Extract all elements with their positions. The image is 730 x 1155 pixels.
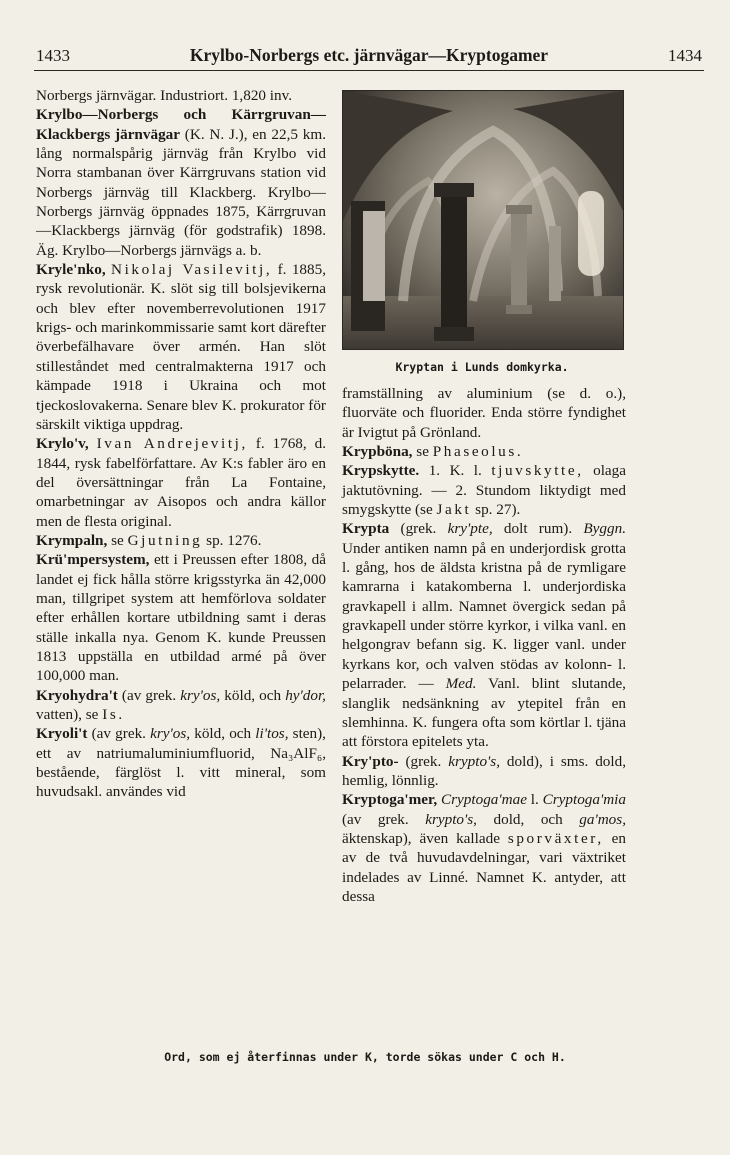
headword: Kryle'nko, xyxy=(36,261,106,279)
entry-text: vatten), se xyxy=(36,706,103,723)
spaced-name: Ivan Andrejevitj, xyxy=(96,435,248,453)
headword: Krypta xyxy=(342,520,390,538)
entry-kryptogamer xyxy=(342,790,626,906)
entry-krumpersystem xyxy=(36,550,326,685)
entry-text: (K. N. J.), en 22,5 km. lång normalspårig järnväg från Krylbo vid Norra stambanan över Kärrgruvans station vid Norbergs järnväg till Klackberg. Krylbo—Norbergs järnväg öppnades 1875, Kärrgruvan—Klackbergs järnväg (för godstrafik) 1898. Äg. Krylbo—Norbergs järnvägs a. b. xyxy=(36,125,327,259)
latin-term: Cryptoga'mia xyxy=(542,791,626,809)
entry-text: sten), ett av natriumaluminiumfluorid, Na₃AlF₆, bestående, färglöst l. vitt mineral, som huvudsakl. användes vid xyxy=(36,725,326,801)
entry-krylov xyxy=(36,434,326,531)
entry-text: dolt rum). xyxy=(492,520,584,538)
crypt-photograph xyxy=(342,90,624,350)
headword: Kryptoga'mer, xyxy=(342,791,438,809)
entry-text: l. xyxy=(526,791,543,809)
headword: Kry'pto- xyxy=(342,752,399,770)
entry-text: se xyxy=(412,443,433,461)
entry-krypbona xyxy=(342,442,626,461)
spaced-name: Nikolaj Vasilevitj, xyxy=(111,261,273,279)
etymology-term: kry'os, xyxy=(150,725,191,743)
entry-text: f. 1885, rysk revolutionär. K. slöt sig till bolsjevikerna och blev efter novemberrevolutionen 1917 krigs- och marinkommissarie samt kort därefter överbefälhavare över armén. Han slöt stilleståndet med centralmakterna 1917 och kämpade 1918 i Ukraina och mot tjeckoslovakerna. Senare blev K. prokurator för särskilt viktiga uppdrag. xyxy=(36,261,326,433)
entry-text: (grek. xyxy=(389,520,448,538)
entry-text: se xyxy=(107,531,128,549)
cross-reference: Gjutning xyxy=(127,531,203,549)
cross-reference: Phaseolus. xyxy=(432,443,524,461)
crypt-illustration xyxy=(343,91,623,349)
entry-text: (av grek. xyxy=(342,810,426,828)
entry-text: äktenskap), även kallade xyxy=(342,829,508,847)
etymology-term: kry'os, xyxy=(180,686,221,704)
entry-text: sp. 27). xyxy=(471,501,521,519)
headword: Krympaln, xyxy=(36,531,108,549)
entry-kryohydrat xyxy=(36,686,326,725)
etymology-term: krypto's, xyxy=(425,810,477,828)
subject-label: Byggn. xyxy=(583,520,627,538)
entry-krypskytte xyxy=(342,461,626,519)
etymology-term: ga'mos, xyxy=(579,810,626,828)
entry-text: dold), i sms. dold, hemlig, lönnlig. xyxy=(342,752,627,789)
page-footer-note: Ord, som ej återfinnas under K, torde sökas under C och H. xyxy=(164,1050,566,1064)
subject-label: Med. xyxy=(445,675,477,693)
page-number-left: 1433 xyxy=(36,46,70,65)
etymology-term: kry'pte, xyxy=(447,520,493,538)
entry-text: Vanl. blint slutande, slanglik nedsänkning av ytepitel från en slemhinna. K. fungera ofta som körtlar l. tjäna att förstora epitelets yta. xyxy=(342,675,626,751)
entry-text: ett i Preussen efter 1808, då landet ej fick hålla större krigsstyrka än 42,000 man, tillgripet system att hemförlova soldater efter erhållen kortare utbildning samt i deras ställe inkalla nya. Genom K. kunde Preussen 1813 uppställa en utbildad armé på över 100,000 man. xyxy=(36,551,326,685)
running-title: Krylbo-Norbergs etc. järnvägar—Kryptogamer xyxy=(189,45,549,65)
entry-text: sp. 1276. xyxy=(202,531,262,549)
headword: Kryohydra't xyxy=(36,686,118,704)
entry-kryolit xyxy=(36,724,326,801)
spaced-term: sporväxter, xyxy=(507,829,604,847)
cross-reference: Jakt xyxy=(436,501,472,519)
entry-text: köld, och xyxy=(220,686,286,704)
figure-caption: Kryptan i Lunds domkyrka. xyxy=(395,360,569,374)
entry-text: köld, och xyxy=(190,725,256,743)
entry-krypta xyxy=(342,519,626,751)
page-number-right: 1434 xyxy=(668,46,702,65)
entry-text: Under antiken namn på en underjordisk grotta l. gång, hos de äldsta kristna på de rymligare kamrarna i katakomberna l. underjordiska gravkapell i allm. Namnet övergick sedan på gravkapell under större kyrkor, i vilka vanl. en helgongrav befann sig. K. ligger vanl. under kyrkans kor, och valven stödas av kolonn- l. pelarrader. — xyxy=(342,539,626,693)
headword: Kryoli't xyxy=(36,725,88,743)
etymology-term: krypto's, xyxy=(448,752,500,770)
paragraph-continuation: Norbergs järnvägar. Industriort. 1,820 inv. xyxy=(36,87,293,104)
cross-reference: Is. xyxy=(102,706,125,723)
entry-text: 1. K. l. xyxy=(419,462,492,480)
entry-text: dold, och xyxy=(476,810,580,828)
latin-term: Cryptoga'mae xyxy=(441,791,527,809)
headword: Krü'mpersystem, xyxy=(36,551,150,569)
entry-text: (av grek. xyxy=(87,725,151,743)
entry-krympaln xyxy=(36,531,326,550)
entry-text: f. 1768, d. 1844, rysk fabelförfattare. Av K:s fabler äro en del översättningar från La Fontaine, omarbetningar av Aisopos och andra källor men de flesta original. xyxy=(36,435,326,530)
headword: Krylo'v, xyxy=(36,435,89,453)
etymology-term: hy'dor, xyxy=(285,686,326,704)
headword: Krypskytte. xyxy=(342,462,420,480)
right-column xyxy=(342,384,626,906)
left-column xyxy=(36,86,326,802)
entry-text: en av de två huvudavdelningar, vari växtriket indelades av Linné. Namnet K. antyder, att dessa xyxy=(342,829,626,905)
headword: Krylbo—Norbergs och Kärrgruvan—Klackbergs järnvägar xyxy=(36,106,326,143)
etymology-term: li'tos, xyxy=(255,725,289,743)
entry-text: (av grek. xyxy=(117,686,181,704)
headword: Krypböna, xyxy=(342,443,413,461)
entry-krylbo-norbergs xyxy=(36,105,326,260)
entry-text: olaga jaktutövning. — 2. Stundom liktydigt med smygskytte (se xyxy=(342,462,626,519)
entry-text: (grek. xyxy=(398,752,449,770)
paragraph-continuation: framställning av aluminium (se d. o.), fluorväte och fluorider. Enda större fyndighet är Ivigtut på Grönland. xyxy=(342,385,626,441)
page-header xyxy=(34,40,704,71)
entry-krylenko xyxy=(36,260,326,434)
spaced-term: tjuvskytte, xyxy=(491,462,584,480)
entry-krypto xyxy=(342,752,626,791)
